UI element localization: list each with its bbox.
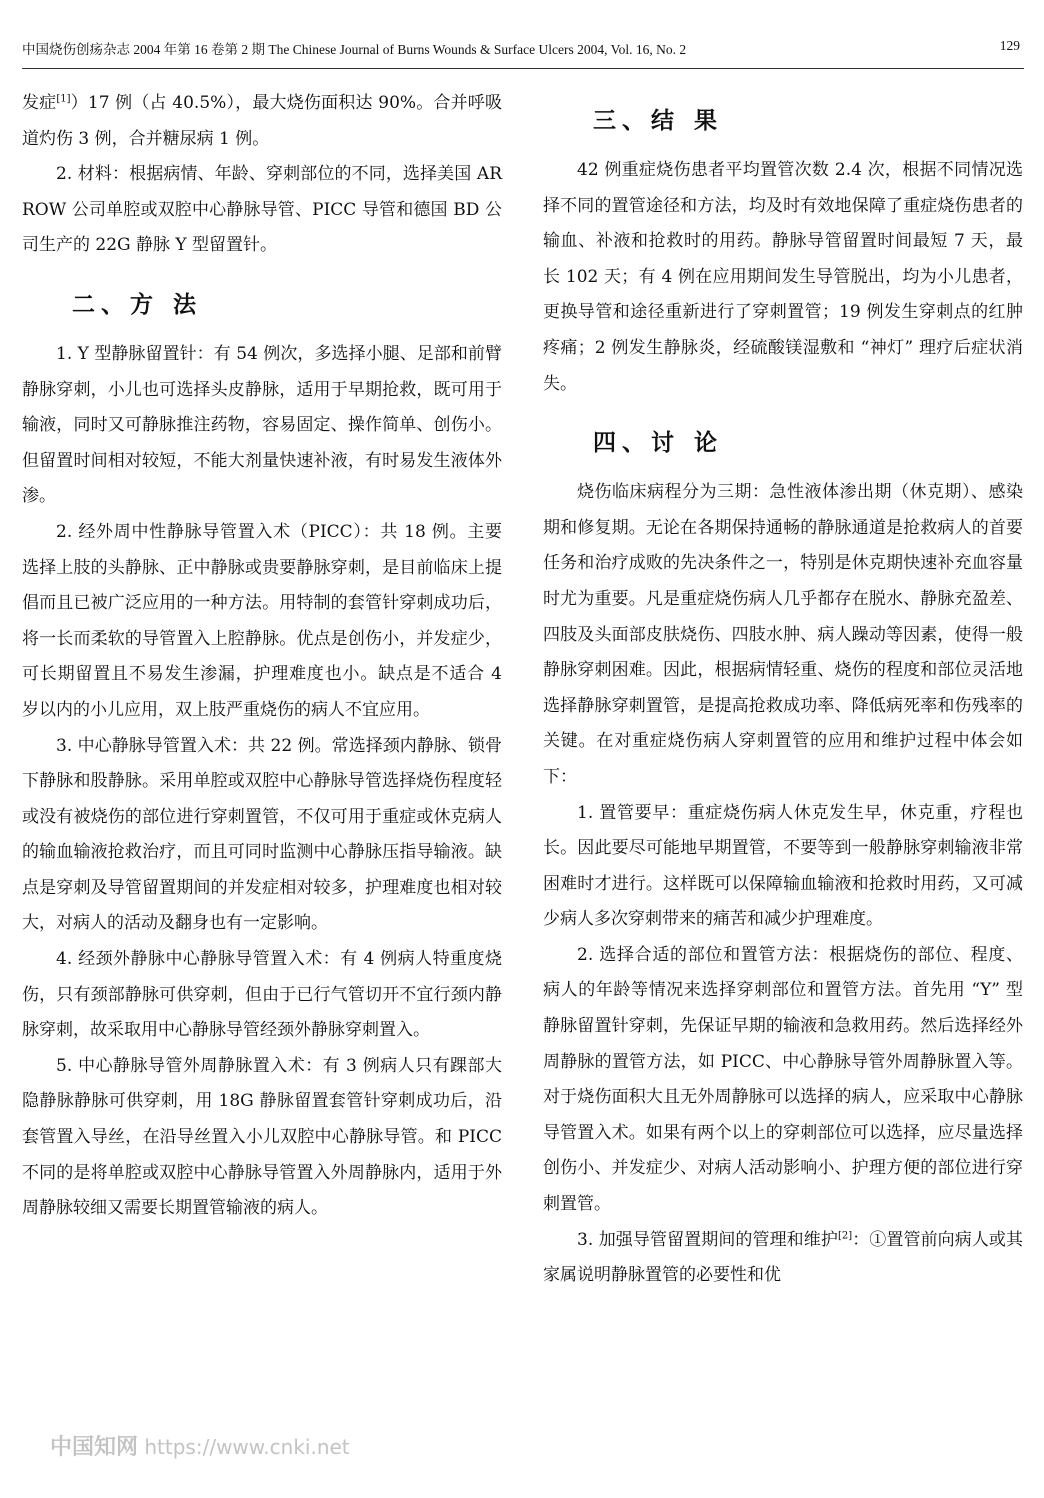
running-header xyxy=(22,38,1022,66)
paragraph-discussion-3: 3. 加强导管留置期间的管理和维护[2]：①置管前向病人或其家属说明静脉置管的必要性和优 xyxy=(543,1229,1024,1286)
watermark-url: https://www.cnki.net xyxy=(144,1435,350,1459)
paragraph-method-3: 3. 中心静脉导管置入术：共 22 例。常选择颈内静脉、锁骨下静脉和股静脉。采用单腔或双腔中心静脉导管选择烧伤程度轻或没有被烧伤的部位进行穿刺置管，不仅可用于重症或休克病人的输血输液抢救治疗，而且可同时监测中心静脉压指导输液。缺点是穿刺及导管留置期间的并发症相对较多，护理难度也相对较大，对病人的活动及翻身也有一定影响。 xyxy=(22,735,502,934)
journal-citation: 中国烧伤创疡杂志 2004 年第 16 卷第 2 期 The Chinese Journal of Burns Wounds & Surface Ulcers 2004, Vol. 16, No. 2 xyxy=(22,42,687,57)
paragraph-method-2: 2. 经外周中性静脉导管置入术（PICC）：共 18 例。主要选择上肢的头静脉、正中静脉或贵要静脉穿刺，是目前临床上提倡而且已被广泛应用的一种方法。用特制的套管针穿刺成功后，将一长而柔软的导管置入上腔静脉。优点是创伤小，并发症少，可长期留置且不易发生渗漏，护理难度也小。缺点是不适合 4 岁以内的小儿应用，双上肢严重烧伤的病人不宜应用。 xyxy=(22,521,502,720)
paragraph-discussion-2: 2. 选择合适的部位和置管方法：根据烧伤的部位、程度、病人的年龄等情况来选择穿刺部位和置管方法。首先用 “Y” 型静脉留置针穿刺，先保证早期的输液和急救用药。然后选择经外周静脉的置管方法，如 PICC、中心静脉导管外周静脉置入等。对于烧伤面积大且无外周静脉可以选择的病人，应采取中心静脉导管置入术。如果有两个以上的穿刺部位可以选择，应尽量选择创伤小、并发症少、对病人活动影响小、护理方便的部位进行穿刺置管。 xyxy=(543,944,1023,1215)
paragraph-method-1: 1. Y 型静脉留置针：有 54 例次，多选择小腿、足部和前臂静脉穿刺，小儿也可选择头皮静脉，适用于早期抢救，既可用于输液，同时又可静脉推注药物，容易固定、操作简单、创伤小。但留置时间相对较短，不能大剂量快速补液，有时易发生液体外渗。 xyxy=(22,343,502,507)
paragraph-materials: 2. 材料：根据病情、年龄、穿刺部位的不同，选择美国 ARROW 公司单腔或双腔中心静脉导管、PICC 导管和德国 BD 公司生产的 22G 静脉 Y 型留置针。 xyxy=(22,164,502,256)
paragraph-results: 42 例重症烧伤患者平均置管次数 2.4 次，根据不同情况选择不同的置管途径和方法，均及时有效地保障了重症烧伤患者的输血、补液和抢救时的用药。静脉导管留置时间最短 7 天，最长 102 天；有 4 例在应用期间发生导管脱出，均为小儿患者，更换导管和途径重新进行了穿刺置管；19 例发生穿刺点的红肿疼痛；2 例发生静脉炎，经硫酸镁湿敷和 “神灯” 理疗后症状消失。 xyxy=(543,160,1023,394)
paragraph-method-5: 5. 中心静脉导管外周静脉置入术：有 3 例病人只有踝部大隐静脉静脉可供穿刺，用 18G 静脉留置套管针穿刺成功后，沿套管置入导丝，在沿导丝置入小儿双腔中心静脉导管。和 PICC 不同的是将单腔或双腔中心静脉导管置入外周静脉内，适用于外周静脉较细又需要长期置管输液的病人。 xyxy=(22,1055,502,1219)
page-number: 129 xyxy=(999,38,1020,53)
paragraph-discussion-intro: 烧伤临床病程分为三期：急性液体渗出期（休克期）、感染期和修复期。无论在各期保持通畅的静脉通道是抢救病人的首要任务和治疗成败的先决条件之一，特别是休克期快速补充血容量时尤为重要。凡是重症烧伤病人几乎都存在脱水、静脉充盈差、四肢及头面部皮肤烧伤、四肢水肿、病人躁动等因素，使得一般静脉穿刺困难。因此，根据病情轻重、烧伤的程度和部位灵活地选择静脉穿刺置管，是提高抢救成功率、降低病死率和伤残率的关键。在对重症烧伤病人穿刺置管的应用和维护过程中体会如下： xyxy=(543,482,1023,787)
right-column xyxy=(543,86,1023,1294)
paragraph-discussion-1: 1. 置管要早：重症烧伤病人休克发生早，休克重，疗程也长。因此要尽可能地早期置管，不要等到一般静脉穿刺输液非常困难时才进行。这样既可以保障输血输液和抢救时用药，又可减少病人多次穿刺带来的痛苦和减少护理难度。 xyxy=(543,802,1023,930)
section-heading-methods: 二、方 法 xyxy=(72,291,203,318)
section-heading-discussion: 四、讨 论 xyxy=(593,430,724,457)
paragraph-cases-continued: 发症[1]）17 例（占 40.5%），最大烧伤面积达 90%。合并呼吸道灼伤 3 例，合并糖尿病 1 例。 xyxy=(22,93,502,149)
watermark-cn: 中国知网 xyxy=(50,1435,139,1460)
left-column xyxy=(22,86,502,1227)
header-rule xyxy=(22,68,1024,69)
cnki-watermark xyxy=(50,1430,350,1461)
citation-ref-2[interactable]: [2] xyxy=(837,1229,853,1241)
paragraph-method-4: 4. 经颈外静脉中心静脉导管置入术：有 4 例病人特重度烧伤，只有颈部静脉可供穿刺，但由于已行气管切开不宜行颈内静脉穿刺，故采取用中心静脉导管经颈外静脉穿刺置入。 xyxy=(22,949,502,1041)
citation-ref-1[interactable]: [1] xyxy=(56,93,71,105)
section-heading-results: 三、结 果 xyxy=(593,108,724,134)
